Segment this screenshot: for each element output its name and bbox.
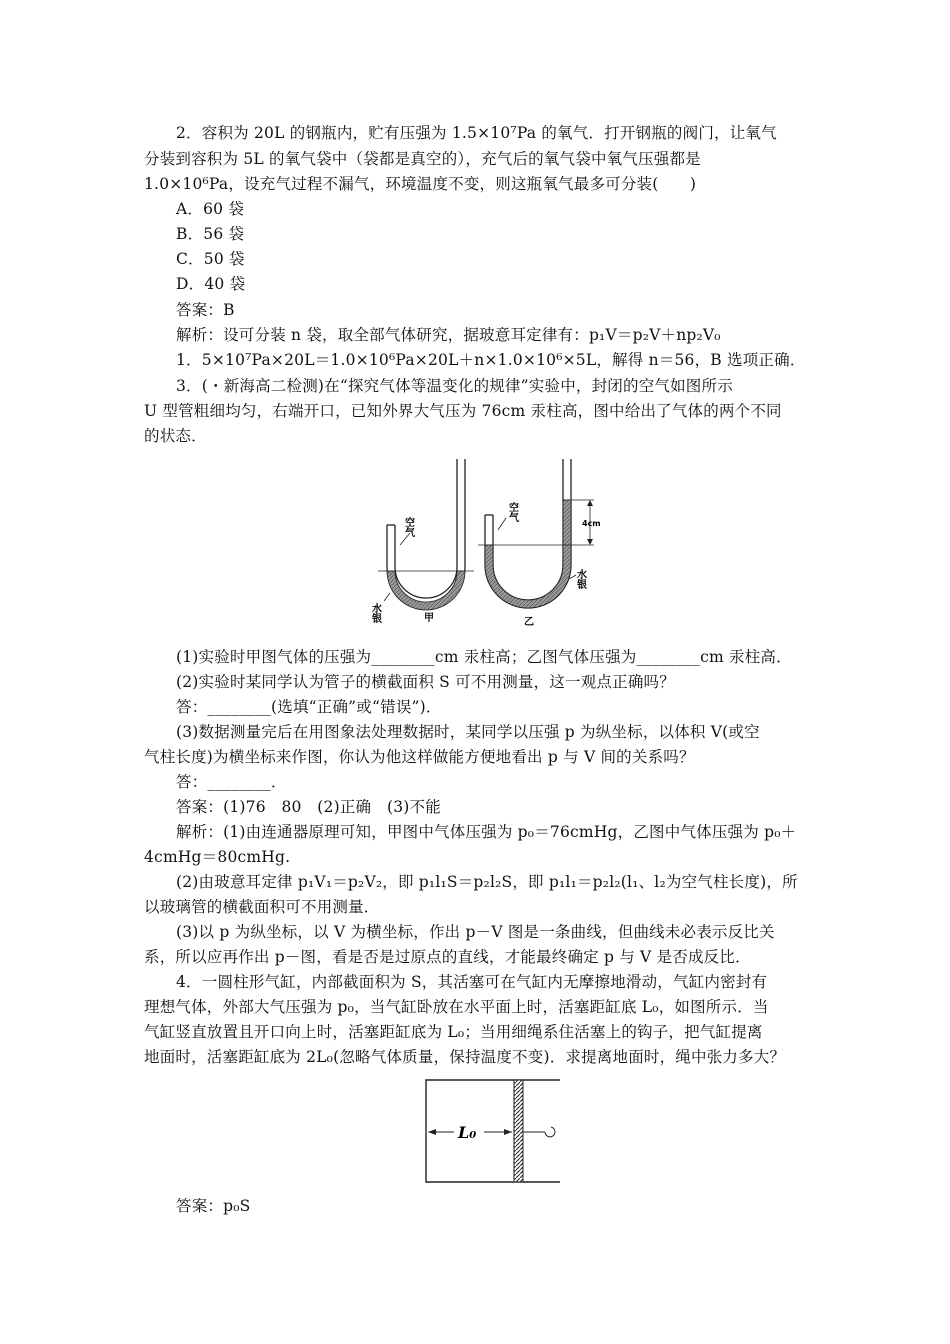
tube-jia bbox=[387, 459, 465, 606]
q3-analysis-1-line-1: 解析：(1)由连通器原理可知，甲图中气体压强为 p₀＝76cmHg，乙图中气体压强为 p₀＋ bbox=[176, 823, 797, 841]
mercury-jia bbox=[387, 571, 465, 610]
q4-answer: 答案：p₀S bbox=[176, 1197, 251, 1215]
q2-line-3: 1.0×10⁶Pa，设充气过程不漏气，环境温度不变，则这瓶氧气最多可分装( ) bbox=[144, 175, 697, 193]
l0-label: L₀ bbox=[458, 1123, 477, 1142]
q2-option-b: B．56 袋 bbox=[176, 225, 245, 243]
q3-analysis-2-line-2: 以玻璃管的横截面积可不用测量． bbox=[144, 898, 380, 916]
figure-label-jia: 甲 bbox=[424, 613, 434, 624]
height-arrowhead-top bbox=[587, 500, 593, 506]
q4-line-3: 气缸竖直放置且开口向上时，活塞距缸底为 L₀；当用细绳系住活塞上的钩子，把气缸提离 bbox=[144, 1023, 763, 1041]
q3-sub-2: (2)实验时某同学认为管子的横截面积 S 可不用测量，这一观点正确吗？ bbox=[176, 673, 675, 691]
q2-line-1: 2．容积为 20L 的钢瓶内，贮有压强为 1.5×10⁷Pa 的氧气．打开钢瓶的阀门，让氧气 bbox=[176, 124, 777, 142]
mercury-label-yi: 水银 bbox=[574, 569, 586, 589]
l0-arrowhead-left bbox=[428, 1129, 436, 1135]
mercury-yi bbox=[485, 500, 571, 608]
q3-sub-3-answer-blank: 答：________． bbox=[176, 773, 287, 791]
air-label-jia: 空气 bbox=[402, 517, 414, 537]
q3-line-3: 的状态． bbox=[144, 427, 207, 445]
height-arrowhead-bottom bbox=[587, 539, 593, 545]
q2-option-c: C．50 袋 bbox=[176, 250, 245, 268]
q3-sub-1: (1)实验时甲图气体的压强为________cm 汞柱高；乙图气体压强为________cm 汞柱高． bbox=[176, 648, 792, 666]
q4-line-2: 理想气体，外部大气压强为 p₀，当气缸卧放在水平面上时，活塞距缸底 L₀，如图所示．当 bbox=[144, 998, 769, 1016]
cylinder-figure bbox=[420, 1074, 566, 1188]
air-pointer-yi bbox=[498, 518, 506, 530]
q3-sub-3-line-1: (3)数据测量完后在用图象法处理数据时，某同学以压强 p 为纵坐标，以体积 V(或空 bbox=[176, 723, 760, 741]
q3-answer: 答案：(1)76 80 (2)正确 (3)不能 bbox=[176, 798, 441, 816]
u-tube-figure bbox=[370, 455, 610, 637]
hook bbox=[545, 1127, 555, 1137]
q3-analysis-2-line-1: (2)由玻意耳定律 p₁V₁＝p₂V₂，即 p₁l₁S＝p₂l₂S，即 p₁l₁＝p₂l₂(l₁、l₂为空气柱长度)，所 bbox=[176, 873, 798, 891]
figure-label-yi: 乙 bbox=[524, 617, 534, 628]
q4-line-4: 地面时，活塞距缸底为 2L₀(忽略气体质量，保持温度不变)．求提离地面时，绳中张力多大？ bbox=[144, 1048, 786, 1066]
q3-sub-3-line-2: 气柱长度)为横坐标来作图，你认为他这样做能方便地看出 p 与 V 间的关系吗？ bbox=[144, 748, 695, 766]
height-label: 4cm bbox=[582, 519, 601, 528]
q3-sub-2-answer-blank: 答：________(选填“正确”或“错误”)． bbox=[176, 698, 442, 716]
q3-analysis-1-line-2: 4cmHg＝80cmHg. bbox=[144, 848, 291, 866]
mercury-label-jia: 水银 bbox=[370, 603, 381, 623]
air-label-yi: 空气 bbox=[506, 502, 518, 522]
q3-line-1: 3．(・新海高二检测)在“探究气体等温变化的规律”实验中，封闭的空气如图所示 bbox=[176, 377, 733, 395]
q3-analysis-3-line-1: (3)以 p 为纵坐标，以 V 为横坐标，作出 p－V 图是一条曲线，但曲线未必表示反比关 bbox=[176, 923, 775, 941]
q2-option-d: D．40 袋 bbox=[176, 275, 246, 293]
q2-answer: 答案：B bbox=[176, 301, 235, 319]
cylinder-body bbox=[426, 1080, 560, 1182]
q2-analysis-2: 1．5×10⁷Pa×20L＝1.0×10⁶Pa×20L＋n×1.0×10⁶×5L，解得 n＝56，B 选项正确． bbox=[176, 351, 806, 369]
q4-line-1: 4．一圆柱形气缸，内部截面积为 S，其活塞可在气缸内无摩擦地滑动，气缸内密封有 bbox=[176, 973, 768, 991]
q2-option-a: A．60 袋 bbox=[176, 200, 245, 218]
q2-analysis-1: 解析：设可分装 n 袋，取全部气体研究，据玻意耳定律有：p₁V＝p₂V＋np₂V₀ bbox=[176, 326, 721, 344]
q2-line-2: 分装到容积为 5L 的氧气袋中（袋都是真空的），充气后的氧气袋中氧气压强都是 bbox=[144, 150, 701, 168]
l0-arrowhead-right bbox=[504, 1129, 512, 1135]
q3-analysis-3-line-2: 系，所以应再作出 p－图，看是否是过原点的直线，才能最终确定 p 与 V 是否成反比． bbox=[144, 948, 751, 966]
mercury-pointer-jia bbox=[384, 593, 390, 601]
piston bbox=[514, 1080, 523, 1182]
q3-line-2: U 型管粗细均匀，右端开口，已知外界大气压为 76cm 汞柱高，图中给出了气体的两个不同 bbox=[144, 402, 782, 420]
